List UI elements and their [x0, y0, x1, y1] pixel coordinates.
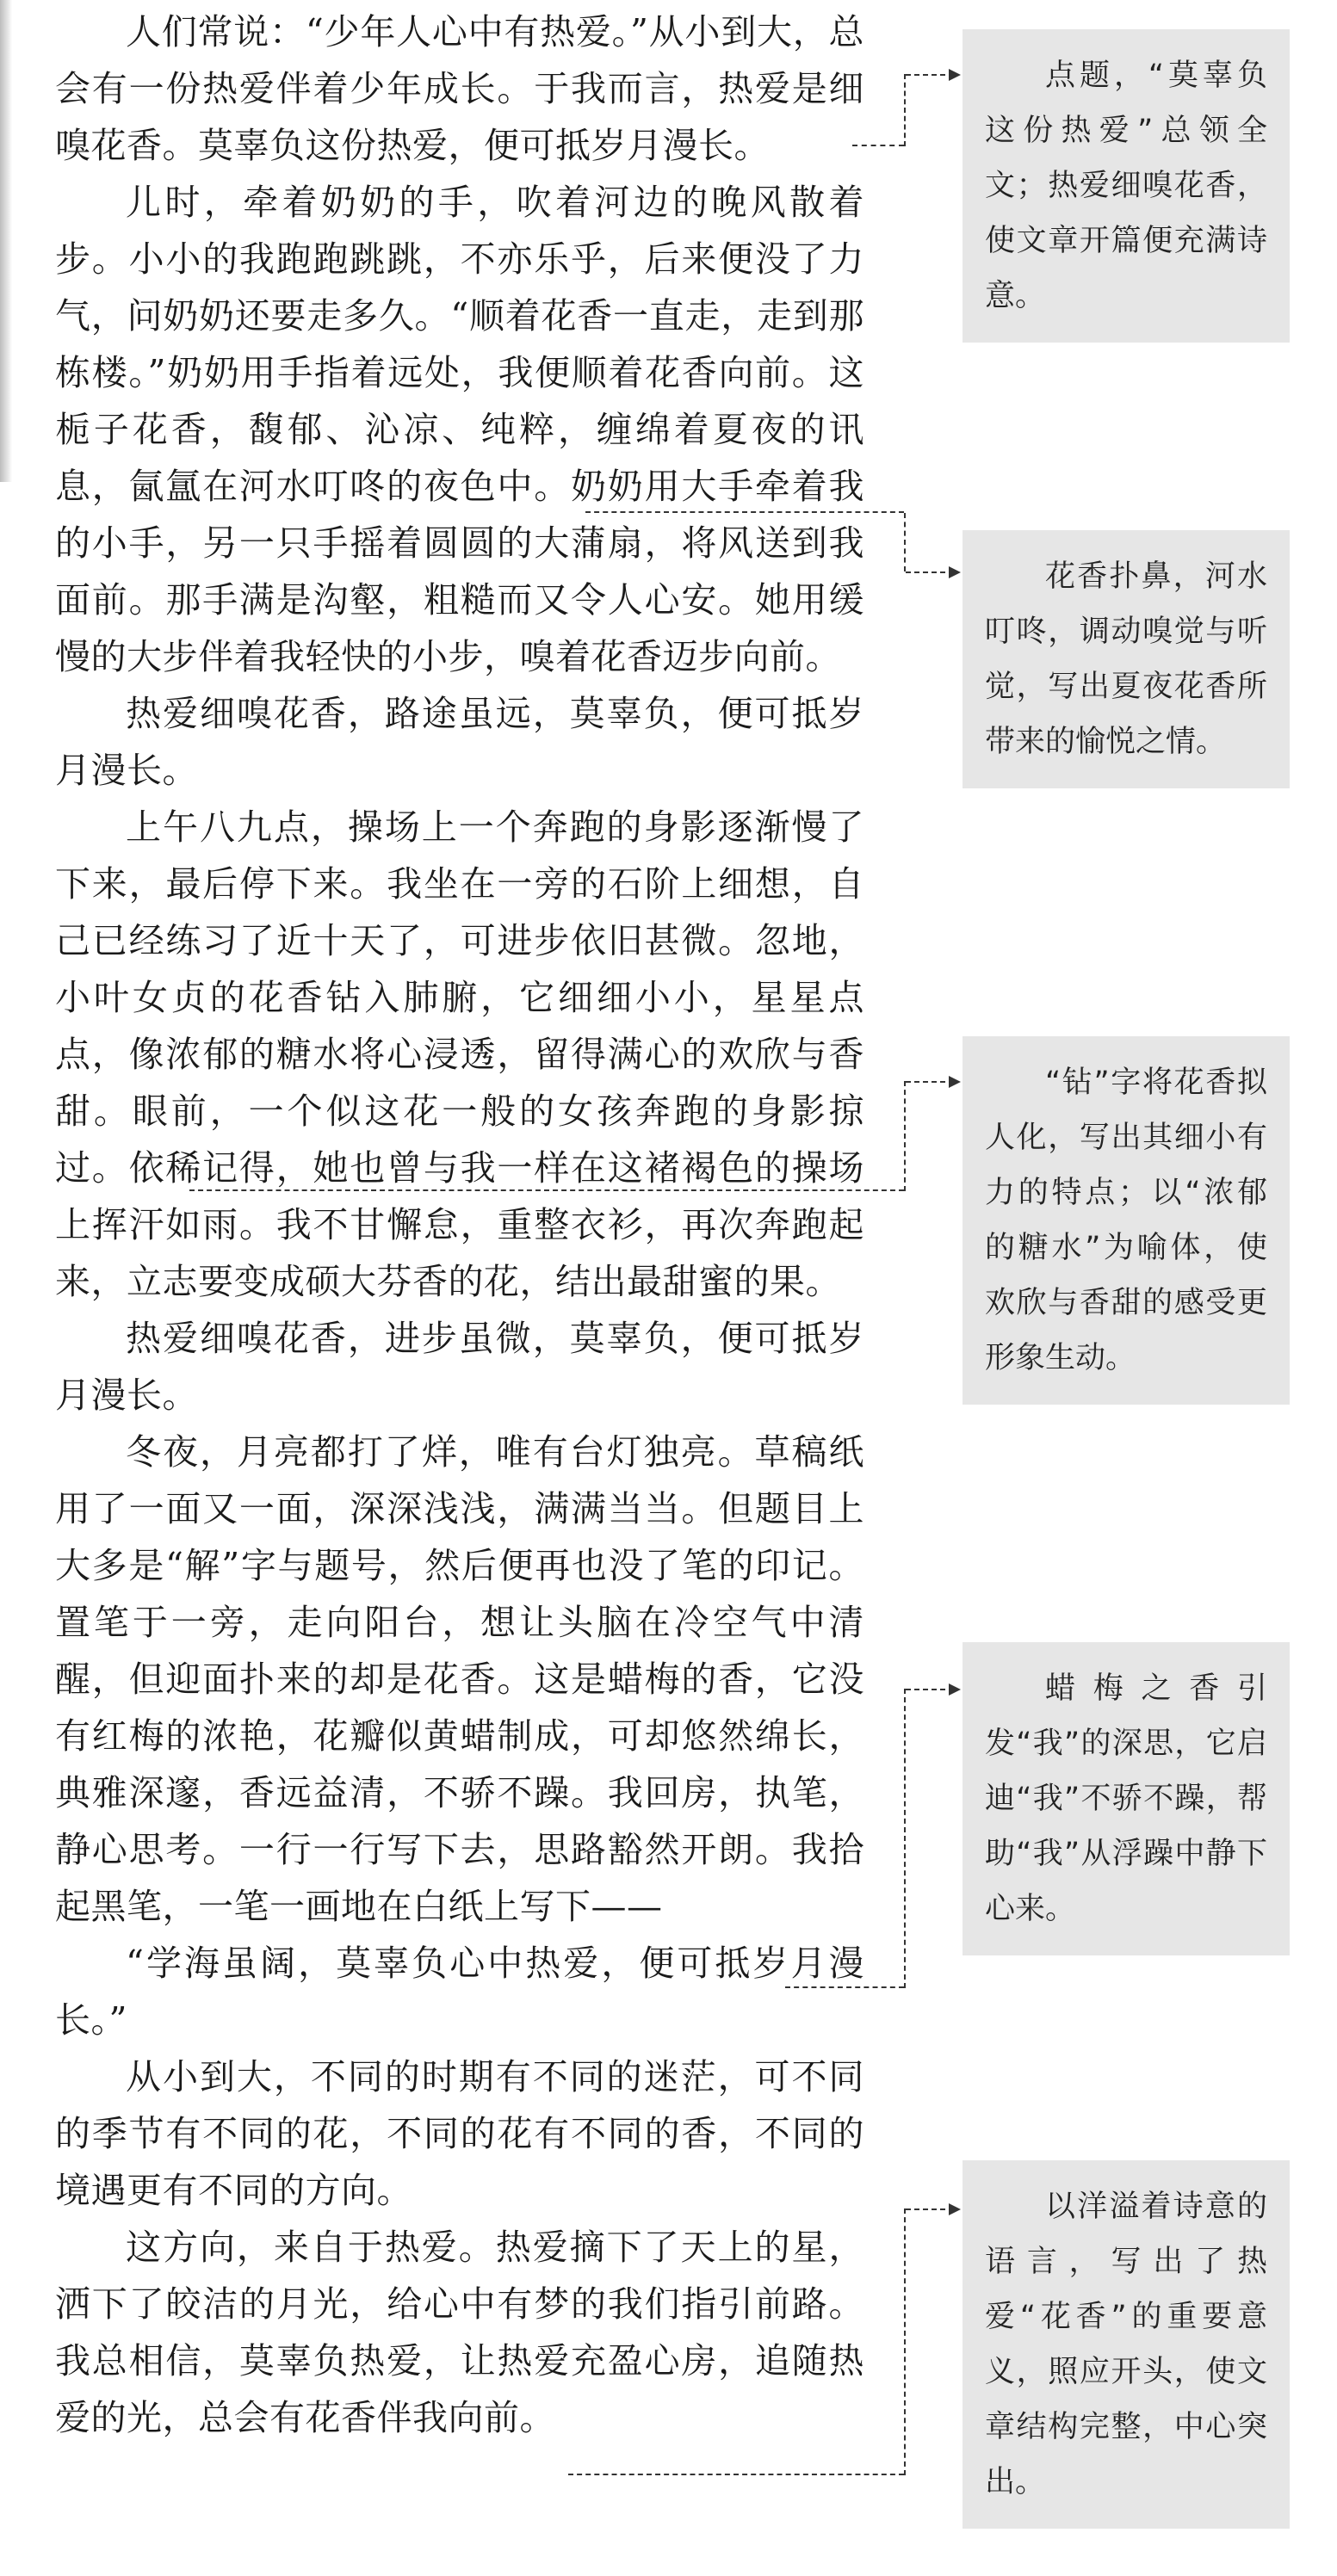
essay-paragraph: 这方向，来自于热爱。热爱摘下了天上的星，洒下了皎洁的月光，给心中有梦的我们指引前路。我总相信，莫辜负热爱，让热爱充盈心房，追随热爱的光，总会有花香伴我向前。	[55, 2227, 864, 2438]
arrow-icon	[949, 2203, 961, 2215]
essay-paragraph: 冬夜，月亮都打了烊，唯有台灯独亮。草稿纸用了一面又一面，深深浅浅，满满当当。但题目上大多是“解”字与题号，然后便再也没了笔的印记。置笔于一旁，走向阳台，想让头脑在冷空气中清醒，但迎面扑来的却是花香。这是蜡梅的香，它没有红梅的浓艳，花瓣似黄蜡制成，可却悠然绵长，典雅深邃，香远益清，不骄不躁。我回房，执笔，静心思考。一行一行写下去，思路豁然开朗。我拾起黑笔，一笔一画地在白纸上写下——	[55, 1431, 864, 1927]
leader-line	[906, 1689, 954, 1690]
essay-paragraph: 儿时，牵着奶奶的手，吹着河边的晚风散着步。小小的我跑跑跳跳，不亦乐乎，后来便没了力气，问奶奶还要走多久。“顺着花香一直走，走到那栋楼。”奶奶用手指着远处，我便顺着花香向前。这栀子花香，馥郁、沁凉、纯粹，缠绵着夏夜的讯息，氤氲在河水叮咚的夜色中。奶奶用大手牵着我的小手，另一只手摇着圆圆的大蒲扇，将风送到我面前。那手满是沟壑，粗糙而又令人心安。她用缓慢的大步伴着我轻快的小步，嗅着花香迈步向前。	[55, 182, 864, 677]
essay-paragraph: 上午八九点，操场上一个奔跑的身影逐渐慢了下来，最后停下来。我坐在一旁的石阶上细想，自己已经练习了近十天了，可进步依旧甚微。忽地，小叶女贞的花香钻入肺腑，它细细小小，星星点点，像浓郁的糖水将心浸透，留得满心的欢欣与香甜。眼前，一个似这花一般的女孩奔跑的身影掠过。依稀记得，她也曾与我一样在这褚褐色的操场上挥汗如雨。我不甘懈怠，重整衣衫，再次奔跑起来，立志要变成硕大芬香的花，结出最甜蜜的果。	[55, 806, 864, 1302]
essay-body	[55, 3, 864, 2446]
margin-note: 以洋溢着诗意的语言，写出了热爱“花香”的重要意义，照应开头，使文章结构完整，中心突出。	[963, 2160, 1290, 2529]
leader-line	[785, 1986, 904, 1988]
leader-line	[568, 2474, 904, 2475]
essay-paragraph: 从小到大，不同的时期有不同的迷茫，可不同的季节有不同的花，不同的花有不同的香，不同的境遇更有不同的方向。	[55, 2056, 864, 2211]
leader-line	[906, 2208, 954, 2210]
margin-note: 蜡梅之香引发“我”的深思，它启迪“我”不骄不躁，帮助“我”从浮躁中静下心来。	[963, 1642, 1290, 1955]
leader-line	[906, 571, 954, 573]
arrow-icon	[949, 566, 961, 578]
margin-note: “钻”字将花香拟人化，写出其细小有力的特点；以“浓郁的糖水”为喻体，使欢欣与香甜的感受更形象生动。	[963, 1036, 1290, 1405]
page-edge-shadow	[0, 0, 12, 482]
leader-line	[906, 1081, 954, 1083]
leader-line	[904, 1689, 906, 1988]
essay-paragraph: 热爱细嗅花香，进步虽微，莫辜负，便可抵岁月漫长。	[55, 1318, 864, 1416]
leader-line	[585, 511, 904, 513]
essay-paragraph: “学海虽阔，莫辜负心中热爱，便可抵岁月漫长。”	[55, 1943, 864, 2041]
essay-paragraph: 热爱细嗅花香，路途虽远，莫辜负，便可抵岁月漫长。	[55, 693, 864, 791]
arrow-icon	[949, 69, 961, 81]
arrow-icon	[949, 1076, 961, 1088]
arrow-icon	[949, 1683, 961, 1696]
leader-line	[189, 1189, 904, 1191]
leader-line	[904, 2208, 906, 2475]
leader-line	[904, 513, 906, 571]
leader-line	[852, 145, 904, 146]
essay-paragraph: 人们常说：“少年人心中有热爱。”从小到大，总会有一份热爱伴着少年成长。于我而言，热爱是细嗅花香。莫辜负这份热爱，便可抵岁月漫长。	[55, 11, 864, 166]
leader-line	[904, 1081, 906, 1191]
margin-note: 点题，“莫辜负这份热爱”总领全文；热爱细嗅花香，使文章开篇便充满诗意。	[963, 29, 1290, 343]
margin-note: 花香扑鼻，河水叮咚，调动嗅觉与听觉，写出夏夜花香所带来的愉悦之情。	[963, 530, 1290, 788]
leader-line	[906, 74, 954, 76]
leader-line	[904, 74, 906, 146]
